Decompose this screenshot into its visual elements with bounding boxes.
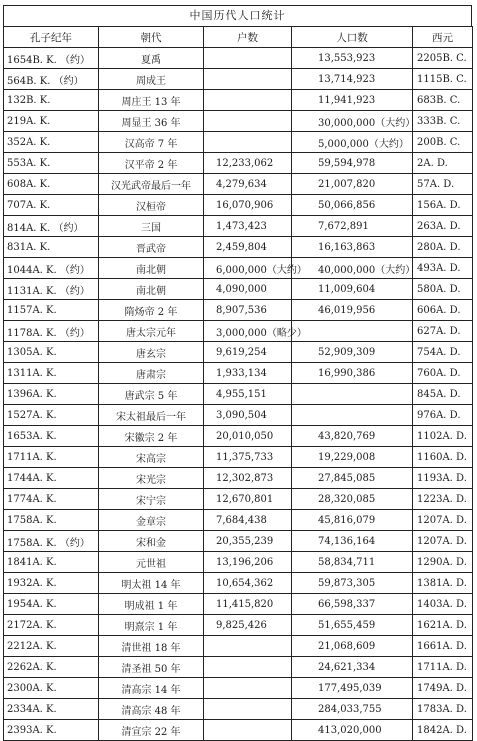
cell-confucian-year: 831A. K. xyxy=(4,237,99,258)
cell-households xyxy=(204,720,292,741)
table-row xyxy=(4,342,473,363)
cell-households: 4,279,634 xyxy=(204,174,292,195)
cell-western-year: 754A. D. xyxy=(413,342,473,363)
cell-western-year: 1193A. D. xyxy=(413,468,473,489)
cell-dynasty: 宋徽宗 2 年 xyxy=(99,426,204,447)
cell-confucian-year: 1954A. K. xyxy=(4,594,99,615)
table-row xyxy=(4,300,473,321)
cell-population: 16,163,863 xyxy=(292,237,413,258)
cell-confucian-year: 1654B. K. （约） xyxy=(4,48,99,69)
cell-dynasty: 宋太祖最后一年 xyxy=(99,405,204,426)
table-row xyxy=(4,720,473,741)
cell-western-year: 1223A. D. xyxy=(413,489,473,510)
cell-dynasty: 晋武帝 xyxy=(99,237,204,258)
cell-western-year: 683B. C. xyxy=(413,90,473,111)
table-row xyxy=(4,678,473,699)
table-row xyxy=(4,321,473,342)
cell-dynasty: 金章宗 xyxy=(99,510,204,531)
cell-households: 20,355,239 xyxy=(204,531,292,552)
table-row xyxy=(4,237,473,258)
table-row xyxy=(4,594,473,615)
cell-population: 24,621,334 xyxy=(292,657,413,678)
cell-confucian-year: 1311A. K. xyxy=(4,363,99,384)
cell-confucian-year: 2212A. K. xyxy=(4,636,99,657)
cell-dynasty: 宋高宗 xyxy=(99,447,204,468)
table-row xyxy=(4,363,473,384)
cell-population: 284,033,755 xyxy=(292,699,413,720)
cell-households: 10,654,362 xyxy=(204,573,292,594)
table-row xyxy=(4,48,473,69)
cell-households: 12,302,873 xyxy=(204,468,292,489)
cell-population: 16,990,386 xyxy=(292,363,413,384)
cell-dynasty: 南北朝 xyxy=(99,279,204,300)
cell-households xyxy=(204,657,292,678)
cell-population: 13,553,923 xyxy=(292,48,413,69)
cell-confucian-year: 1044A. K. （约） xyxy=(4,258,99,279)
table-row xyxy=(4,615,473,636)
cell-households xyxy=(204,132,292,153)
cell-western-year: 1207A. D. xyxy=(413,531,473,552)
header-western-year: 西元 xyxy=(413,27,473,48)
cell-dynasty: 明熹宗 1 年 xyxy=(99,615,204,636)
cell-western-year: 200B. C. xyxy=(413,132,473,153)
cell-dynasty: 汉平帝 2 年 xyxy=(99,153,204,174)
cell-western-year: 1749A. D. xyxy=(413,678,473,699)
header-households: 户数 xyxy=(204,27,292,48)
table-row xyxy=(4,447,473,468)
cell-households: 4,090,000 xyxy=(204,279,292,300)
cell-confucian-year: 1711A. K. xyxy=(4,447,99,468)
population-table xyxy=(3,26,473,741)
table-row xyxy=(4,405,473,426)
cell-western-year: 493A. D. xyxy=(413,258,473,279)
cell-households: 8,907,536 xyxy=(204,300,292,321)
header-population: 人口数 xyxy=(292,27,413,48)
cell-population xyxy=(292,405,413,426)
cell-confucian-year: 1841A. K. xyxy=(4,552,99,573)
cell-population xyxy=(292,384,413,405)
cell-dynasty: 明成祖 1 年 xyxy=(99,594,204,615)
cell-households: 3,000,000（略少） xyxy=(204,321,292,342)
table-row xyxy=(4,279,473,300)
cell-confucian-year: 1653A. K. xyxy=(4,426,99,447)
cell-western-year: 1381A. D. xyxy=(413,573,473,594)
table-title: 中国历代人口统计 xyxy=(3,5,472,26)
cell-population: 11,941,923 xyxy=(292,90,413,111)
table-row xyxy=(4,426,473,447)
cell-confucian-year: 219A. K. xyxy=(4,111,99,132)
cell-population: 19,229,008 xyxy=(292,447,413,468)
cell-confucian-year: 553A. K. xyxy=(4,153,99,174)
cell-western-year: 1290A. D. xyxy=(413,552,473,573)
cell-population: 28,320,085 xyxy=(292,489,413,510)
cell-confucian-year: 2262A. K. xyxy=(4,657,99,678)
cell-dynasty: 汉高帝 7 年 xyxy=(99,132,204,153)
cell-dynasty: 清世祖 18 年 xyxy=(99,636,204,657)
cell-confucian-year: 1157A. K. xyxy=(4,300,99,321)
cell-dynasty: 明太祖 14 年 xyxy=(99,573,204,594)
header-row xyxy=(4,27,473,48)
cell-population: 50,066,856 xyxy=(292,195,413,216)
table-row xyxy=(4,90,473,111)
cell-population: 13,714,923 xyxy=(292,69,413,90)
cell-households: 7,684,438 xyxy=(204,510,292,531)
cell-western-year: 57A. D. xyxy=(413,174,473,195)
cell-households xyxy=(204,90,292,111)
cell-confucian-year: 352A. K. xyxy=(4,132,99,153)
cell-dynasty: 唐武宗 5 年 xyxy=(99,384,204,405)
cell-confucian-year: 1758A. K. xyxy=(4,510,99,531)
cell-confucian-year: 814A. K. （约） xyxy=(4,216,99,237)
cell-population: 74,136,164 xyxy=(292,531,413,552)
cell-western-year: 2205B. C. xyxy=(413,48,473,69)
table-row xyxy=(4,69,473,90)
cell-dynasty: 宋和金 xyxy=(99,531,204,552)
cell-population: 21,068,609 xyxy=(292,636,413,657)
cell-dynasty: 唐太宗元年 xyxy=(99,321,204,342)
table-row xyxy=(4,132,473,153)
cell-households xyxy=(204,699,292,720)
cell-households: 6,000,000（大约） xyxy=(204,258,292,279)
table-row xyxy=(4,552,473,573)
cell-western-year: 976A. D. xyxy=(413,405,473,426)
cell-households: 2,459,804 xyxy=(204,237,292,258)
cell-population: 177,495,039 xyxy=(292,678,413,699)
cell-population: 59,594,978 xyxy=(292,153,413,174)
cell-dynasty: 清圣祖 50 年 xyxy=(99,657,204,678)
cell-western-year: 1621A. D. xyxy=(413,615,473,636)
cell-dynasty: 周成王 xyxy=(99,69,204,90)
cell-population: 21,007,820 xyxy=(292,174,413,195)
table-row xyxy=(4,489,473,510)
population-table-sheet xyxy=(3,5,472,741)
cell-population: 59,873,305 xyxy=(292,573,413,594)
cell-dynasty: 汉光武帝最后一年 xyxy=(99,174,204,195)
cell-dynasty: 汉桓帝 xyxy=(99,195,204,216)
cell-population: 45,816,079 xyxy=(292,510,413,531)
cell-households: 1,933,134 xyxy=(204,363,292,384)
cell-western-year: 606A. D. xyxy=(413,300,473,321)
cell-confucian-year: 1305A. K. xyxy=(4,342,99,363)
cell-population xyxy=(292,321,413,342)
cell-households: 12,670,801 xyxy=(204,489,292,510)
table-row xyxy=(4,153,473,174)
cell-dynasty: 唐肃宗 xyxy=(99,363,204,384)
cell-population: 7,672,891 xyxy=(292,216,413,237)
cell-dynasty: 清宣宗 22 年 xyxy=(99,720,204,741)
cell-confucian-year: 1932A. K. xyxy=(4,573,99,594)
cell-western-year: 1403A. D. xyxy=(413,594,473,615)
cell-population: 11,009,604 xyxy=(292,279,413,300)
table-row xyxy=(4,195,473,216)
cell-western-year: 1711A. D. xyxy=(413,657,473,678)
cell-confucian-year: 2300A. K. xyxy=(4,678,99,699)
cell-households: 9,619,254 xyxy=(204,342,292,363)
cell-population: 27,845,085 xyxy=(292,468,413,489)
cell-dynasty: 宋光宗 xyxy=(99,468,204,489)
cell-population: 30,000,000（大约） xyxy=(292,111,413,132)
cell-dynasty: 隋炀帝 2 年 xyxy=(99,300,204,321)
cell-confucian-year: 564B. K. （约） xyxy=(4,69,99,90)
cell-population: 413,020,000 xyxy=(292,720,413,741)
cell-households: 12,233,062 xyxy=(204,153,292,174)
cell-confucian-year: 608A. K. xyxy=(4,174,99,195)
cell-population: 66,598,337 xyxy=(292,594,413,615)
cell-western-year: 1842A. D. xyxy=(413,720,473,741)
cell-dynasty: 周显王 36 年 xyxy=(99,111,204,132)
cell-confucian-year: 2393A. K. xyxy=(4,720,99,741)
cell-households: 3,090,504 xyxy=(204,405,292,426)
cell-confucian-year: 1758A. K. （约） xyxy=(4,531,99,552)
cell-western-year: 1115B. C. xyxy=(413,69,473,90)
cell-western-year: 2A. D. xyxy=(413,153,473,174)
cell-confucian-year: 1744A. K. xyxy=(4,468,99,489)
cell-confucian-year: 2172A. K. xyxy=(4,615,99,636)
cell-households: 11,375,733 xyxy=(204,447,292,468)
cell-households xyxy=(204,636,292,657)
cell-households xyxy=(204,111,292,132)
cell-households: 13,196,206 xyxy=(204,552,292,573)
cell-dynasty: 清高宗 14 年 xyxy=(99,678,204,699)
cell-western-year: 627A. D. xyxy=(413,321,473,342)
header-dynasty: 朝代 xyxy=(99,27,204,48)
cell-dynasty: 三国 xyxy=(99,216,204,237)
cell-dynasty: 元世祖 xyxy=(99,552,204,573)
cell-dynasty: 清高宗 48 年 xyxy=(99,699,204,720)
cell-dynasty: 南北朝 xyxy=(99,258,204,279)
cell-population: 40,000,000（大约） xyxy=(292,258,413,279)
cell-dynasty: 唐玄宗 xyxy=(99,342,204,363)
cell-population: 52,909,309 xyxy=(292,342,413,363)
cell-western-year: 1102A. D. xyxy=(413,426,473,447)
table-row xyxy=(4,531,473,552)
header-confucian-year: 孔子纪年 xyxy=(4,27,99,48)
cell-western-year: 760A. D. xyxy=(413,363,473,384)
cell-confucian-year: 1527A. K. xyxy=(4,405,99,426)
cell-households xyxy=(204,678,292,699)
table-row xyxy=(4,111,473,132)
cell-population: 51,655,459 xyxy=(292,615,413,636)
cell-households: 11,415,820 xyxy=(204,594,292,615)
cell-households: 20,010,050 xyxy=(204,426,292,447)
cell-households: 16,070,906 xyxy=(204,195,292,216)
cell-dynasty: 夏禹 xyxy=(99,48,204,69)
cell-western-year: 1661A. D. xyxy=(413,636,473,657)
cell-population: 46,019,956 xyxy=(292,300,413,321)
cell-western-year: 1207A. D. xyxy=(413,510,473,531)
cell-western-year: 156A. D. xyxy=(413,195,473,216)
table-row xyxy=(4,216,473,237)
table-row xyxy=(4,468,473,489)
cell-confucian-year: 1131A. K. （约） xyxy=(4,279,99,300)
table-row xyxy=(4,573,473,594)
table-row xyxy=(4,384,473,405)
cell-western-year: 263A. D. xyxy=(413,216,473,237)
table-row xyxy=(4,258,473,279)
cell-western-year: 333B. C. xyxy=(413,111,473,132)
cell-dynasty: 宋宁宗 xyxy=(99,489,204,510)
cell-dynasty: 周庄王 13 年 xyxy=(99,90,204,111)
cell-confucian-year: 1774A. K. xyxy=(4,489,99,510)
table-row xyxy=(4,510,473,531)
cell-western-year: 1160A. D. xyxy=(413,447,473,468)
cell-households: 4,955,151 xyxy=(204,384,292,405)
cell-population: 58,834,711 xyxy=(292,552,413,573)
cell-confucian-year: 2334A. K. xyxy=(4,699,99,720)
cell-western-year: 280A. D. xyxy=(413,237,473,258)
cell-confucian-year: 1178A. K. （约） xyxy=(4,321,99,342)
table-body xyxy=(4,48,473,741)
cell-households: 9,825,426 xyxy=(204,615,292,636)
cell-western-year: 1783A. D. xyxy=(413,699,473,720)
cell-households xyxy=(204,48,292,69)
table-row xyxy=(4,657,473,678)
cell-western-year: 845A. D. xyxy=(413,384,473,405)
cell-households: 1,473,423 xyxy=(204,216,292,237)
table-row xyxy=(4,174,473,195)
cell-population: 5,000,000（大约） xyxy=(292,132,413,153)
cell-confucian-year: 132B. K. xyxy=(4,90,99,111)
cell-population: 43,820,769 xyxy=(292,426,413,447)
cell-confucian-year: 1396A. K. xyxy=(4,384,99,405)
cell-households xyxy=(204,69,292,90)
cell-confucian-year: 707A. K. xyxy=(4,195,99,216)
table-row xyxy=(4,699,473,720)
table-row xyxy=(4,636,473,657)
cell-western-year: 580A. D. xyxy=(413,279,473,300)
